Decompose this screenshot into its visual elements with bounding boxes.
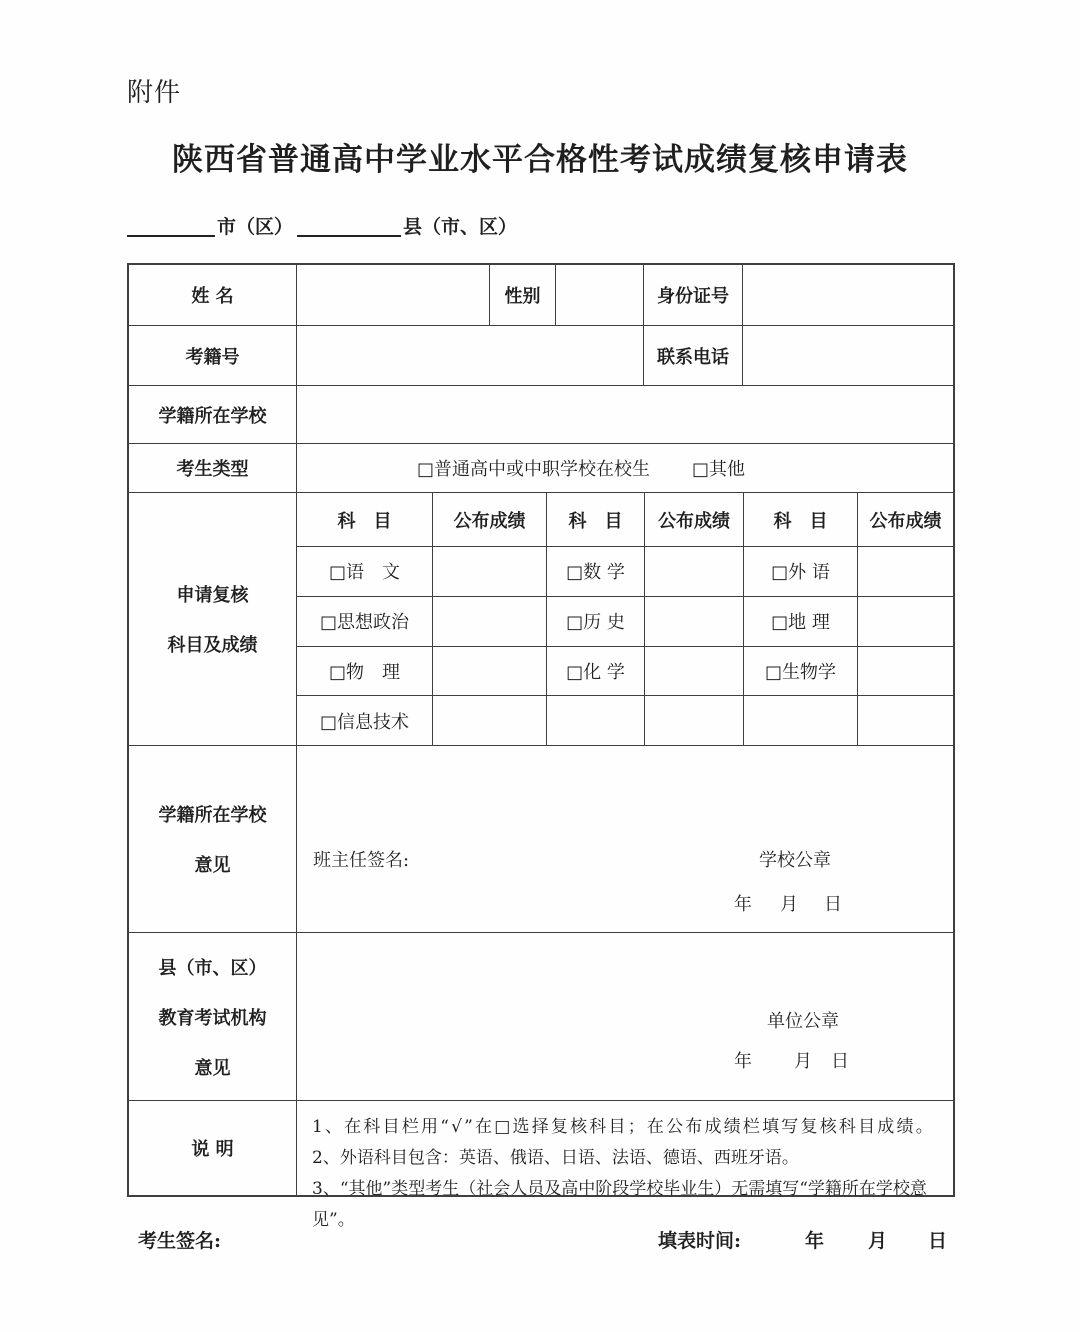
row-review-subjects bbox=[129, 492, 953, 745]
subjects-row-3 bbox=[297, 646, 953, 696]
subject-header-1: 科 目 bbox=[337, 510, 392, 532]
fill-time-label: 填表时间: bbox=[658, 1230, 742, 1252]
city-label: 市（区） bbox=[217, 216, 294, 238]
checkbox-subject-math: □数 学 bbox=[546, 547, 644, 596]
name-value-cell bbox=[296, 265, 489, 325]
subjects-row-1 bbox=[297, 546, 953, 596]
footer-line bbox=[127, 1226, 953, 1258]
unit-seal-label: 单位公章 bbox=[767, 1011, 839, 1032]
score-cell bbox=[857, 547, 953, 596]
score-cell bbox=[857, 696, 953, 745]
checkbox-subject-chemistry: □化 学 bbox=[546, 647, 644, 696]
row-name-gender-id bbox=[129, 265, 953, 325]
page-title: 陕西省普通高中学业水平合格性考试成绩复核申请表 bbox=[172, 142, 908, 178]
notes-content bbox=[296, 1101, 953, 1230]
footer-date-month: 月 bbox=[868, 1230, 888, 1252]
subject-header-3: 科 目 bbox=[743, 493, 857, 546]
county-opinion-date-month: 月 bbox=[794, 1051, 812, 1072]
notes-label: 说 明 bbox=[191, 1139, 234, 1160]
application-form-table bbox=[127, 263, 955, 1230]
checkbox-subject-physics: □物 理 bbox=[328, 661, 400, 683]
score-header-3: 公布成绩 bbox=[857, 493, 953, 546]
empty-subject-cell bbox=[743, 696, 857, 745]
checkbox-option-other: □其他 bbox=[692, 459, 746, 480]
county-blank-underline bbox=[297, 216, 401, 237]
subjects-row-2 bbox=[297, 596, 953, 646]
row-candidate-type bbox=[129, 443, 953, 492]
county-opinion-date-day: 日 bbox=[831, 1051, 849, 1072]
school-label: 学籍所在学校 bbox=[158, 405, 267, 427]
footer-date-day: 日 bbox=[928, 1230, 948, 1252]
score-cell bbox=[857, 647, 953, 696]
region-line bbox=[127, 212, 517, 239]
school-opinion-date-day: 日 bbox=[824, 894, 842, 915]
school-opinion-date-year: 年 bbox=[734, 894, 752, 915]
school-opinion-label-line2: 意见 bbox=[194, 855, 231, 876]
review-label-line2: 科目及成绩 bbox=[167, 635, 258, 656]
score-cell bbox=[432, 597, 546, 646]
county-label: 县（市、区） bbox=[403, 216, 518, 238]
subject-header-2: 科 目 bbox=[546, 493, 644, 546]
review-label-line1: 申请复核 bbox=[176, 585, 249, 606]
gender-label: 性别 bbox=[489, 265, 555, 325]
id-number-label: 身份证号 bbox=[643, 265, 742, 325]
county-opinion-label-line3: 意见 bbox=[194, 1057, 231, 1079]
attachment-label: 附件 bbox=[127, 78, 182, 108]
teacher-signature-label: 班主任签名: bbox=[313, 850, 410, 871]
note-item-2: 2、外语科目包含：英语、俄语、日语、法语、德语、西班牙语。 bbox=[312, 1148, 799, 1168]
score-cell bbox=[644, 647, 743, 696]
score-cell bbox=[644, 547, 743, 596]
checkbox-subject-geography: □地 理 bbox=[743, 597, 857, 646]
checkbox-subject-foreign-language: □外 语 bbox=[743, 547, 857, 596]
score-cell bbox=[432, 696, 546, 745]
footer-date-year: 年 bbox=[805, 1230, 825, 1252]
review-section-label bbox=[129, 493, 296, 745]
school-value-cell bbox=[296, 386, 953, 443]
score-cell bbox=[644, 597, 743, 646]
empty-subject-cell bbox=[546, 696, 644, 745]
row-examreg-phone bbox=[129, 325, 953, 385]
row-county-opinion bbox=[129, 932, 953, 1100]
checkbox-subject-it: □信息技术 bbox=[319, 711, 409, 733]
score-cell bbox=[432, 547, 546, 596]
note-item-1: 1、在科目栏用“√”在□选择复核科目；在公布成绩栏填写复核科目成绩。 bbox=[312, 1117, 935, 1137]
score-header-1: 公布成绩 bbox=[432, 493, 546, 546]
county-opinion-label-line1: 县（市、区） bbox=[158, 957, 267, 979]
candidate-type-label: 考生类型 bbox=[176, 459, 249, 480]
school-opinion-content bbox=[296, 746, 953, 932]
phone-value-cell bbox=[742, 326, 953, 385]
checkbox-subject-chinese: □语 文 bbox=[328, 562, 400, 584]
subjects-header-row bbox=[297, 493, 953, 546]
candidate-signature-label: 考生签名: bbox=[138, 1230, 222, 1252]
checkbox-option-regular-student: □普通高中或中职学校在校生 bbox=[417, 459, 651, 480]
row-school bbox=[129, 385, 953, 443]
subjects-row-4 bbox=[297, 695, 953, 745]
score-cell bbox=[432, 647, 546, 696]
candidate-type-options bbox=[296, 444, 953, 492]
score-cell bbox=[644, 696, 743, 745]
score-cell bbox=[857, 597, 953, 646]
school-opinion-label bbox=[129, 746, 296, 932]
row-school-opinion bbox=[129, 745, 953, 932]
checkbox-subject-politics: □思想政治 bbox=[319, 612, 409, 634]
county-opinion-label-line2: 教育考试机构 bbox=[158, 1007, 267, 1029]
note-item-3: 3、“其他”类型考生（社会人员及高中阶段学校毕业生）无需填写“学籍所在学校意见”。 bbox=[312, 1179, 927, 1230]
exam-reg-label: 考籍号 bbox=[185, 346, 240, 368]
school-opinion-date-month: 月 bbox=[780, 894, 798, 915]
id-number-value-cell bbox=[742, 265, 953, 325]
city-blank-underline bbox=[127, 216, 215, 237]
checkbox-subject-biology: □生物学 bbox=[743, 647, 857, 696]
row-notes bbox=[129, 1100, 953, 1230]
phone-label: 联系电话 bbox=[643, 326, 742, 385]
county-opinion-content bbox=[296, 933, 953, 1100]
county-opinion-date-year: 年 bbox=[734, 1051, 752, 1072]
school-opinion-label-line1: 学籍所在学校 bbox=[158, 805, 267, 826]
school-seal-label: 学校公章 bbox=[759, 850, 831, 871]
gender-value-cell bbox=[555, 265, 643, 325]
exam-reg-value-cell bbox=[296, 326, 643, 385]
subjects-grid bbox=[296, 493, 953, 745]
name-label: 姓 名 bbox=[191, 286, 234, 307]
county-opinion-label bbox=[129, 933, 296, 1100]
score-header-2: 公布成绩 bbox=[644, 493, 743, 546]
checkbox-subject-history: □历 史 bbox=[546, 597, 644, 646]
